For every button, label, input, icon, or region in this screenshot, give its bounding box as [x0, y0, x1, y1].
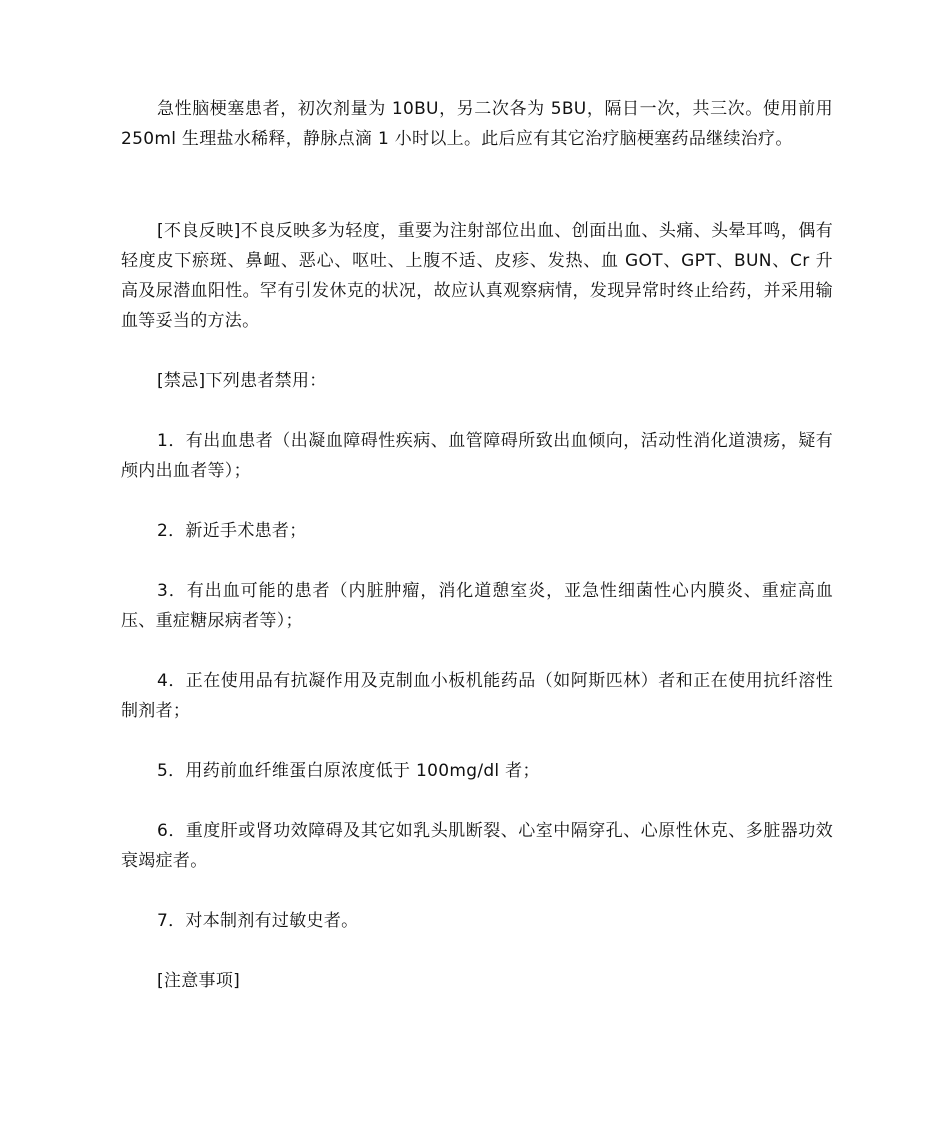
- paragraph-spacer: [121, 186, 833, 216]
- contraindication-item-1: 1．有出血患者（出凝血障碍性疾病、血管障碍所致出血倾向，活动性消化道溃疡，疑有颅内出血者等）；: [121, 431, 833, 481]
- contraindication-item-3: 3．有出血可能的患者（内脏肿瘤，消化道憩室炎，亚急性细菌性心内膜炎、重症高血压、重症糖尿病者等）；: [121, 581, 833, 631]
- dosage-paragraph: 急性脑梗塞患者，初次剂量为 10BU，另二次各为 5BU，隔日一次，共三次。使用前用 250ml 生理盐水稀释，静脉点滴 1 小时以上。此后应有其它治疗脑梗塞药品继续治疗。: [121, 99, 833, 149]
- paragraph-spacer: [121, 726, 833, 756]
- paragraph-spacer: [121, 786, 833, 816]
- paragraph-spacer: [121, 336, 833, 366]
- contraindication-item-6: 6．重度肝或肾功效障碍及其它如乳头肌断裂、心室中隔穿孔、心原性休克、多脏器功效衰竭症者。: [121, 821, 833, 871]
- contraindication-item-7: 7．对本制剂有过敏史者。: [157, 911, 359, 931]
- paragraph-spacer: [121, 876, 833, 906]
- paragraph-spacer: [121, 154, 833, 186]
- paragraph-spacer: [121, 636, 833, 666]
- paragraph-spacer: [121, 936, 833, 966]
- contraindication-item-2: 2．新近手术患者；: [157, 521, 307, 541]
- paragraph-spacer: [121, 396, 833, 426]
- contraindications-heading: [禁忌]下列患者禁用：: [157, 371, 327, 391]
- contraindication-item-5: 5．用药前血纤维蛋白原浓度低于 100mg/dl 者；: [157, 761, 540, 781]
- document-body: [121, 94, 833, 996]
- paragraph-spacer: [121, 546, 833, 576]
- contraindication-item-4: 4．正在使用品有抗凝作用及克制血小板机能药品（如阿斯匹林）者和正在使用抗纤溶性制剂者；: [121, 671, 833, 721]
- adverse-reactions-paragraph: [不良反映]不良反映多为轻度，重要为注射部位出血、创面出血、头痛、头晕耳鸣，偶有轻度皮下瘀斑、鼻衄、恶心、呕吐、上腹不适、皮疹、发热、血 GOT、GPT、BUN、Cr 升高及尿潜血阳性。罕有引发休克的状况，故应认真观察病情，发现异常时终止给药，并采用输血等妥当的方法。: [121, 221, 833, 331]
- paragraph-spacer: [121, 486, 833, 516]
- precautions-heading: [注意事项]: [157, 971, 241, 991]
